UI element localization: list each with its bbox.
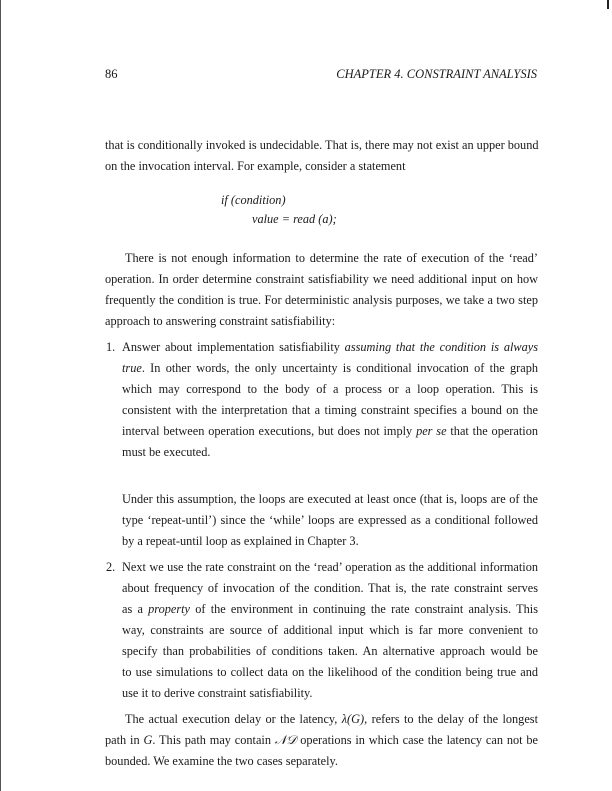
p3-line — [105, 732, 538, 748]
text-run: about frequency of invocation of the condition. That is, the rate constraint serves — [122, 581, 538, 595]
item1-line — [122, 339, 538, 355]
item1b-line — [122, 533, 359, 549]
text-run: . This path may contain — [152, 733, 275, 747]
text-run: must be executed. — [122, 445, 211, 459]
item1-line — [122, 360, 538, 376]
item2-line — [122, 580, 538, 596]
italic-run: per se — [416, 424, 447, 438]
italic-run: value = read (a); — [252, 212, 337, 226]
text-run: There is not enough information to determine the rate of execution of the ‘read’ — [125, 251, 538, 265]
page-edge — [0, 0, 1, 791]
text-run: interval between operation executions, but does not imply — [122, 424, 417, 438]
item2-line — [122, 559, 538, 575]
text-run: which may correspond to the body of a process or a loop operation. This is — [122, 382, 538, 396]
text-run: operations in which case the latency can not be — [296, 733, 539, 747]
text-run: Next we use the rate constraint on the ‘read’ operation as the additional information — [122, 560, 538, 574]
text-run: use it to derive constraint satisfiability. — [122, 686, 313, 700]
item2-line — [122, 643, 538, 659]
text-run: that is conditionally invoked is undecidable. That is, there may not exist an upper bound — [105, 138, 539, 152]
text-run: on the invocation interval. For example, consider a statement — [105, 159, 406, 173]
item1b-line — [122, 491, 538, 507]
item2-line — [122, 685, 312, 701]
text-run: consistent with the interpretation that a timing constraint specifies a bound on the — [122, 403, 538, 417]
item1-line — [122, 402, 538, 418]
item1-line — [122, 423, 538, 439]
text-run: to use simulations to collect data on the likelihood of the condition being true and — [122, 665, 538, 679]
p1-line — [105, 137, 538, 153]
item1b-line — [122, 512, 538, 528]
list-number: 1. — [106, 340, 116, 354]
running-head: CHAPTER 4. CONSTRAINT ANALYSIS — [336, 67, 537, 81]
text-run: of the environment in continuing the rate constraint analysis. This — [190, 602, 538, 616]
text-run: approach to answering constraint satisfiability: — [105, 314, 336, 328]
text-run: operation. In order determine constraint satisfiability we need additional input on how — [105, 272, 538, 286]
text-run: Answer about implementation satisfiability — [122, 340, 345, 354]
p1-line — [105, 158, 406, 174]
item1-line — [122, 444, 210, 460]
list-number: 2. — [106, 560, 116, 574]
text-run: . In other words, the only uncertainty is conditional invocation of the graph — [141, 361, 538, 375]
p3-line — [125, 711, 538, 727]
p2-line — [105, 313, 335, 329]
code-line — [252, 211, 337, 227]
text-run: type ‘repeat-until’) since the ‘while’ loops are expressed as a conditional followed — [122, 513, 538, 527]
p2-line — [105, 271, 538, 287]
text-run: bounded. We examine the two cases separately. — [105, 754, 338, 768]
scan-mark — [607, 0, 609, 9]
italic-run: 𝒩𝒟 — [274, 733, 297, 747]
item2-line — [122, 664, 538, 680]
item2-line — [122, 601, 538, 617]
text-run: frequently the condition is true. For deterministic analysis purposes, we take a two step — [105, 293, 538, 307]
text-run: The actual execution delay or the latency, — [125, 712, 342, 726]
italic-run: G — [143, 733, 153, 747]
text-run: that the operation — [446, 424, 538, 438]
text-run: , refers to the delay of the longest — [364, 712, 538, 726]
italic-run: property — [148, 602, 191, 616]
italic-run: assuming that the condition is always — [344, 340, 539, 354]
p2-line — [125, 250, 538, 266]
text-run: way, constraints are source of additional input which is far more convenient to — [122, 623, 538, 637]
p2-line — [105, 292, 538, 308]
italic-run: if (condition) — [221, 193, 286, 207]
text-run: path in — [105, 733, 144, 747]
page-number: 86 — [105, 67, 118, 81]
text-run: as a — [122, 602, 149, 616]
code-line — [221, 192, 286, 208]
italic-run: λ(G) — [341, 712, 365, 726]
item1-line — [122, 381, 538, 397]
item2-line — [122, 622, 538, 638]
text-run: Under this assumption, the loops are executed at least once (that is, loops are of the — [122, 492, 538, 506]
p3-line — [105, 753, 338, 769]
text-run: by a repeat-until loop as explained in Chapter 3. — [122, 534, 359, 548]
text-run: specify than probabilities of conditions taken. An alternative approach would be — [122, 644, 538, 658]
italic-run: true — [122, 361, 142, 375]
